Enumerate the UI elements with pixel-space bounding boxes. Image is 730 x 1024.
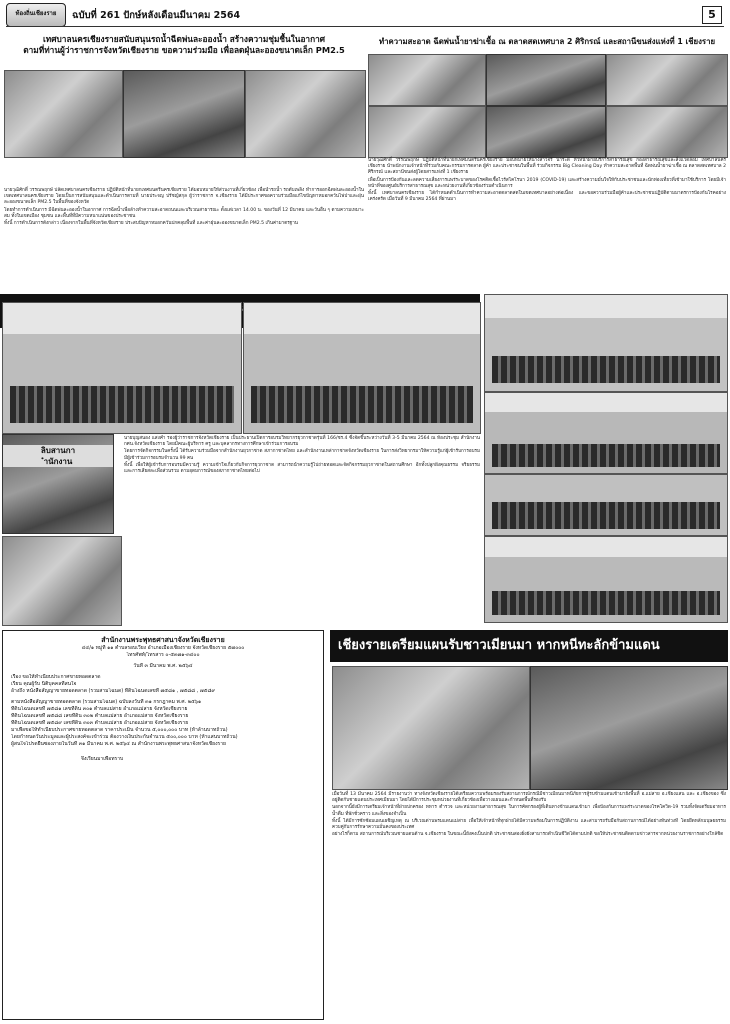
story4-paragraph: อย่างไรก็ตาม สถานการณ์บริเวณชายแดนด้าน จ.เชียงราย ในขณะนี้ยังคงเป็นปกติ ประชาชนสองฝั่งยังสามารถดำเนินชีวิตได้ตามปกติ ขอให้ประชาชนติดตามข่าวสารจากหน่วยงานราชการอย่างใกล้ชิด xyxy=(332,832,724,838)
group-photo-2 xyxy=(243,302,481,434)
story2-paragraph: เพื่อเป็นการป้องกันและลดความเสี่ยงการแพร่ระบาดของโรคติดเชื้อไวรัสโคโรนา 2019 (COVID-19) และสร้างความมั่นใจให้กับประชาชนและนักท่องเที่ยวที่เข้ามาใช้บริการ โดยมีเจ้าหน้าที่ของศูนย์บริการสาธารณสุข และหน่วยงานที่เกี่ยวข้องร่วมดำเนินการ xyxy=(368,177,726,189)
story4-paragraph: ทั้งนี้ ได้มีการซักซ้อมแผนเผชิญเหตุ ณ บริเวณด่านพรมแดนแม่สาย เพื่อให้เจ้าหน้าที่ทุกฝ่ายได้มีความพร้อมในการปฏิบัติงาน และสามารถรับมือกับสถานการณ์ได้อย่างทันท่วงที โดยยึดหลักมนุษยธรรมควบคู่กับการรักษาความมั่นคงของประเทศ xyxy=(332,818,726,831)
banner-sign xyxy=(3,445,113,467)
river-photo xyxy=(332,666,530,790)
cleaning-photo-2 xyxy=(486,54,606,106)
street-photo-3 xyxy=(245,70,366,158)
newspaper-logo-text: ท้องถิ่นเชียงราย xyxy=(15,10,57,17)
notice-line: ตามหนังสือสัญญาขายทอดตลาด (รวมสามโฉนด) ฉบับลงวันที่ ๓๑ กรกฎาคม พ.ศ. ๒๕๖๑ xyxy=(11,699,202,705)
story1-paragraph: ทั้งนี้ การดำเนินการดังกล่าว เนื่องจากในพื้นที่จังหวัดเชียงราย ประสบปัญหาหมอกควันปกคลุมพื้นที่ และค่าฝุ่นละอองขนาดเล็ก PM2.5 เกินค่ามาตรฐาน xyxy=(4,221,298,227)
story4-headline-bar xyxy=(330,630,728,662)
story-water-spray xyxy=(4,34,364,289)
notice-address: ๔๔/๑ หมู่ที่ ๑๑ ตำบลรอบเวียง อำเภอเมืองเชียงราย จังหวัดเชียงราย ๕๗๐๐๐ xyxy=(81,645,245,651)
cleaning-photo-6 xyxy=(606,106,728,158)
story4-paragraph: เมื่อวันที่ 13 มีนาคม 2564 มีรายงานว่า ทางจังหวัดเชียงรายได้เตรียมความพร้อมรองรับสถานการณ์กรณีมีชาวเมียนมาหนีภัยการสู้รบข้ามแดนเข้ามายังพื้นที่ อ.แม่สาย อ.เชียงแสน และ อ.เชียงของ ซึ่งอยู่ติดกับชายแดนประเทศเมียนมา โดยได้มีการประชุมหน่วยงานที่เกี่ยวข้องเพื่อวางแผนและกำหนดพื้นที่รองรับ xyxy=(332,792,726,804)
story1-body xyxy=(4,188,364,228)
story-border-preparation xyxy=(330,630,728,1022)
story1-paragraph: นายวุฒิศักดิ์ วรรณพฤกษ์ ปลัดเทศบาลนครเชียงราย ปฏิบัติหน้าที่นายกเทศมนตรีนครเชียงราย ได้มอบหมายให้ส่วนงานที่เกี่ยวข้อง เพื่อนำรถน้ำ รถดับเพลิง ทำการออกฉีดพ่นละอองน้ำในเขตเทศบาลนครเชียงราย โดยเป็นการสนับสนุนและดำเนินการตามที่ นายประจญ ปรัชญ์สกุล ผู้ว่าราชการ จ.เชียงราย ได้มีประกาศขอความร่วมมือแก้ไขปัญหาหมอกควันไฟป่าและฝุ่นละอองขนาดเล็ก PM2.5 ในพื้นที่ของจังหวัด xyxy=(4,188,364,206)
story3-body xyxy=(124,436,480,476)
story3-paragraph: ทั้งนี้ เพื่อให้ผู้เข้ารับการอบรมมีความรู้ ความเข้าใจเกี่ยวกับกิจการยุวกาชาด สามารถนำความรู้ไปถ่ายทอดและจัดกิจกรรมยุวกาชาดในสถานศึกษา อีกทั้งปลูกฝังคุณธรรม จริยธรรม และการเสียสละเพื่อส่วนรวม ตามอุดมการณ์ของสภากาชาดไทยต่อไป xyxy=(124,462,480,475)
newspaper-logo xyxy=(6,3,66,27)
notice-reference: อ้างถึง หนังสือสัญญาขายทอดตลาด (รวมสามโฉนด) ที่ดินโฉนดเลขที่ ๗๕๘๑ , ๗๕๘๘ , ๗๕๘๙ xyxy=(11,688,215,694)
group-photo-3 xyxy=(484,294,728,392)
cleaning-photo-4 xyxy=(368,106,486,158)
story2-body xyxy=(368,158,726,204)
notice-recipient: เรียน คุณผู้รับ นิติบุคคลที่สนใจ xyxy=(11,681,77,687)
story2-headline: ทำความสะอาด ฉีดพ่นน้ำยาฆ่าเชื้อ ณ ตลาดสดเทศบาล 2 ศิริกรณ์ และสถานีขนส่งแห่งที่ 1 เชียงราย xyxy=(378,37,716,46)
page-number: 5 xyxy=(702,6,722,24)
notice-phone: โทรศัพท์/โทรสาร ๐-๕๓๗๑-๓๔๐๐ xyxy=(126,652,200,658)
notice-closing: จึงเรียนมาเพื่อทราบ xyxy=(81,756,124,762)
notice-subject: เรื่อง ขอให้ทำเนียบประกาศขายทอดตลาด xyxy=(11,674,101,680)
story4-body xyxy=(332,792,726,839)
story3-paragraph: โดยการจัดกิจกรรมในครั้งนี้ ได้รับความร่วมมือจากสำนักงานยุวกาชาด สภากาชาดไทย และสำนักงานเหล่ากาชาดจังหวัดเชียงราย ในการส่งวิทยากรมาให้ความรู้แก่ผู้เข้ารับการอบรม มีผู้เข้าร่วมการอบรมจำนวน 99 คน xyxy=(124,449,480,461)
group-photo-1 xyxy=(2,302,242,434)
story-red-cross-training xyxy=(0,294,730,627)
story1-paragraph: โดยทำการดำเนินการ มีฉีดพ่นละอองน้ำในอากาศ การฉีดน้ำเพื่อล้างทำความสะอาดถนนและบริเวณสาธารณะ ตั้งแต่เวลา 14.00 น. ของวันที่ 12 มีนาคม และวันอื่น ๆ ตามความเหมาะสม ทั้งในเขตเมือง ชุมชน และพื้นที่ที่มีความหนาแน่นของประชาชน xyxy=(4,207,364,219)
notice-line: ที่ดินโฉนดเลขที่ ๗๕๘๘ เลขที่ดิน ๓๐๒ ตำบลแม่สาย อำเภอแม่สาย จังหวัดเชียงราย xyxy=(11,713,189,719)
cleaning-photo-1 xyxy=(368,54,486,106)
notice-line: ที่ดินโฉนดเลขที่ ๗๕๘๙ เลขที่ดิน ๓๐๓ ตำบลแม่สาย อำเภอแม่สาย จังหวัดเชียงราย xyxy=(11,720,189,726)
story1-headline-line2: ตามที่ท่านผู้ว่าราชการจังหวัดเชียงราย ขอความร่วมมือ เพื่อลดฝุ่นละอองขนาดเล็ก PM2.5 xyxy=(23,45,345,55)
official-photo xyxy=(2,536,122,626)
group-photo-5 xyxy=(484,474,728,536)
story4-paragraph: นอกจากนี้ยังมีการเตรียมเจ้าหน้าที่ฝ่ายปกครอง ทหาร ตำรวจ และหน่วยงานสาธารณสุข ในการคัดกรองผู้ที่เดินทางข้ามแดนเข้ามา เพื่อป้องกันการแพร่ระบาดของโรคโควิด-19 รวมทั้งจัดเตรียมอาหาร น้ำดื่ม ที่พักชั่วคราว และสิ่งของจำเป็น xyxy=(332,805,726,817)
notice-line: ที่ดินโฉนดเลขที่ ๗๕๘๑ เลขที่ดิน ๓๐๑ ตำบลแม่สาย อำเภอแม่สาย จังหวัดเชียงราย xyxy=(11,706,188,712)
issue-info: ฉบับที่ 261 ปักษ์หลังเดือนมีนาคม 2564 xyxy=(72,10,241,21)
street-photo-2 xyxy=(123,70,245,158)
banner-sign-line1: ลิบสานกา xyxy=(40,446,76,455)
masthead-divider xyxy=(6,26,724,27)
story2-paragraph: นายวุฒิศักดิ์ วรรณพฤกษ์ ปฏิบัติหน้าที่นายกเทศมนตรีนครเชียงราย มอบหมายให้นางสาวจรี นาระดี หัวหน้าฝ่ายบริการสาธารณสุข กองสาธารณสุขและสิ่งแวดล้อม เทศบาลนครเชียงราย นำพนักงานเจ้าหน้าที่ร่วมกับคณะกรรมการตลาด ผู้ค้า และประชาชนในพื้นที่ ร่วมกิจกรรม Big Cleaning Day ทำความสะอาดพื้นที่ ฉีดพ่นน้ำยาฆ่าเชื้อ ณ ตลาดสดเทศบาล 2 ศิริกรณ์ และสถานีขนส่งผู้โดยสารแห่งที่ 1 เชียงราย xyxy=(368,158,726,176)
story4-headline: เชียงรายเตรียมแผนรับชาวเมียนมา หากหนีทะลักข้ามแดน xyxy=(338,638,660,653)
group-photo-6 xyxy=(484,536,728,623)
notice-org: สำนักงานพระพุทธศาสนาจังหวัดเชียงราย xyxy=(101,636,225,644)
group-photo-4 xyxy=(484,392,728,474)
story1-headline-line1: เทศบาลนครเชียงรายสนับสนุนรถน้ำฉีดพ่นละอองน้ำ สร้างความชุ่มชื้นในอากาศ xyxy=(42,34,326,44)
story1-headline xyxy=(4,34,364,56)
official-notice xyxy=(2,630,324,1020)
story3-paragraph: นายบุญสนอง แสงคำ รองผู้ว่าราชการจังหวัดเชียงราย เป็นประธานเปิดการอบรมวิทยากรยุวกาชาดรุ่นที่ 166/ชร.4 ซึ่งจัดขึ้นระหว่างวันที่ 3-5 มีนาคม 2564 ณ ห้องประชุม สำนักงาน กศน.จังหวัดเชียงราย โดยมีคณะผู้บริหาร ครู และบุคลากรทางการศึกษาเข้าร่วมการอบรม xyxy=(124,436,480,448)
street-photo-1 xyxy=(4,70,123,158)
cleaning-photo-5 xyxy=(486,106,606,158)
masthead xyxy=(0,0,730,30)
speaker-photo xyxy=(2,434,114,534)
notice-line: มาเพื่อขอให้ทำเนียบประกาศขายทอดตลาด ราคาประเมิน จำนวน ๕,๐๐๐,๐๐๐ บาท (ห้าล้านบาทถ้วน) xyxy=(11,727,228,733)
border-crowd-photo xyxy=(530,666,728,790)
notice-line: ผู้สนใจโปรดยื่นซองภายในวันที่ ๓๑ มีนาคม พ.ศ. ๒๕๖๔ ณ สำนักงานพระพุทธศาสนาจังหวัดเชียงราย xyxy=(11,741,226,747)
notice-date: วันที่ ๓ มีนาคม พ.ศ. ๒๕๖๔ xyxy=(133,663,193,669)
notice-line: โดยกำหนดวันประมูลและผู้ประสงค์จะเข้าร่วม ต้องวางเงินประกันจำนวน ๕๐๐,๐๐๐ บาท (ห้าแสนบาทถ้วน) xyxy=(11,734,238,740)
story-market-cleaning xyxy=(368,34,726,289)
banner-sign-line2: ำนักงาน xyxy=(43,457,73,466)
cleaning-photo-3 xyxy=(606,54,728,106)
story2-paragraph: ทั้งนี้ เทศบาลนครเชียงราย ได้กำหนดดำเนินการทำความสะอาดตลาดสดในเขตเทศบาลอย่างต่อเนื่อง และขอความร่วมมือผู้ค้าและประชาชนปฏิบัติตามมาตรการป้องกันโรคอย่างเคร่งครัด เมื่อวันที่ 9 มีนาคม 2564 ที่ผ่านมา xyxy=(368,191,726,203)
